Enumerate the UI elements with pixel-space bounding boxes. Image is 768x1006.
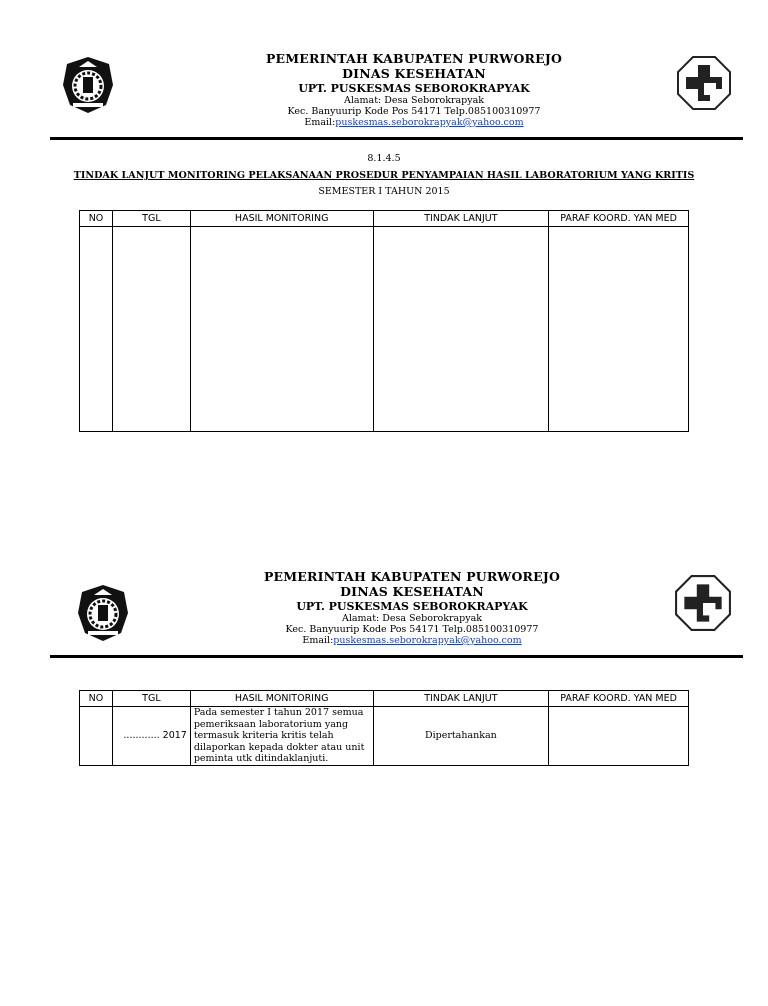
cell-paraf [549, 227, 689, 432]
letterhead-text-block [200, 51, 628, 128]
document-title-wrap [0, 163, 768, 182]
cell-hasil: Pada semester I tahun 2017 semua pemeriksaan laboratorium yang termasuk kriteria kritis telah dilaporkan kepada dokter atau unit peminta utk ditindaklanjuti. [190, 707, 373, 766]
table-row [80, 227, 689, 432]
cell-tindak: Dipertahankan [373, 707, 549, 766]
email-label: Email: [304, 117, 336, 128]
email-line [198, 635, 626, 646]
cell-no [80, 227, 113, 432]
header-hasil-monitoring: HASIL MONITORING [190, 211, 373, 227]
header-divider [50, 137, 743, 140]
header-tindak-lanjut: TINDAK LANJUT [373, 211, 549, 227]
letterhead-text-block [198, 569, 626, 646]
header-hasil-monitoring: HASIL MONITORING [190, 691, 373, 707]
government-title: PEMERINTAH KABUPATEN PURWOREJO [265, 51, 563, 66]
email-label: Email: [302, 635, 334, 646]
monitoring-table-page1 [79, 210, 689, 432]
department-title: DINAS KESEHATAN [340, 584, 484, 599]
email-link[interactable]: puskesmas.seborokrapyak@yahoo.com [335, 117, 524, 128]
regency-emblem-logo [74, 583, 132, 643]
district-line: Kec. Banyuurip Kode Pos 54171 Telp.085100310977 [285, 624, 539, 635]
cell-tgl: ............ 2017 [112, 707, 190, 766]
email-link[interactable]: puskesmas.seborokrapyak@yahoo.com [333, 635, 522, 646]
table-header-row [80, 211, 689, 227]
email-line [200, 117, 628, 128]
header-no: NO [80, 691, 113, 707]
header-paraf: PARAF KOORD. YAN MED [549, 211, 689, 227]
district-line: Kec. Banyuurip Kode Pos 54171 Telp.085100310977 [287, 106, 541, 117]
department-title: DINAS KESEHATAN [342, 66, 486, 81]
unit-title: UPT. PUSKESMAS SEBOROKRAPYAK [296, 600, 528, 613]
header-divider [50, 655, 743, 658]
cell-tindak [373, 227, 549, 432]
cell-hasil [190, 227, 373, 432]
health-ministry-icon [674, 574, 732, 632]
header-no: NO [80, 211, 113, 227]
address-line: Alamat: Desa Seborokrapyak [341, 613, 483, 624]
government-title: PEMERINTAH KABUPATEN PURWOREJO [263, 569, 561, 584]
semester-label: SEMESTER I TAHUN 2015 [318, 186, 450, 197]
health-ministry-icon [676, 55, 732, 111]
regency-emblem-logo [59, 55, 117, 115]
unit-title: UPT. PUSKESMAS SEBOROKRAPYAK [298, 82, 530, 95]
cell-paraf [549, 707, 689, 766]
cell-tgl [112, 227, 190, 432]
monitoring-table-page2 [79, 690, 689, 766]
address-line: Alamat: Desa Seborokrapyak [343, 95, 485, 106]
header-tgl: TGL [112, 691, 190, 707]
table-row [80, 707, 689, 766]
header-tindak-lanjut: TINDAK LANJUT [373, 691, 549, 707]
header-paraf: PARAF KOORD. YAN MED [549, 691, 689, 707]
document-title: TINDAK LANJUT MONITORING PELAKSANAAN PROSEDUR PENYAMPAIAN HASIL LABORATORIUM YANG KRITIS [73, 170, 695, 181]
header-tgl: TGL [112, 211, 190, 227]
table-header-row [80, 691, 689, 707]
document-number: 8.1.4.5 [367, 153, 401, 164]
cell-no [80, 707, 113, 766]
